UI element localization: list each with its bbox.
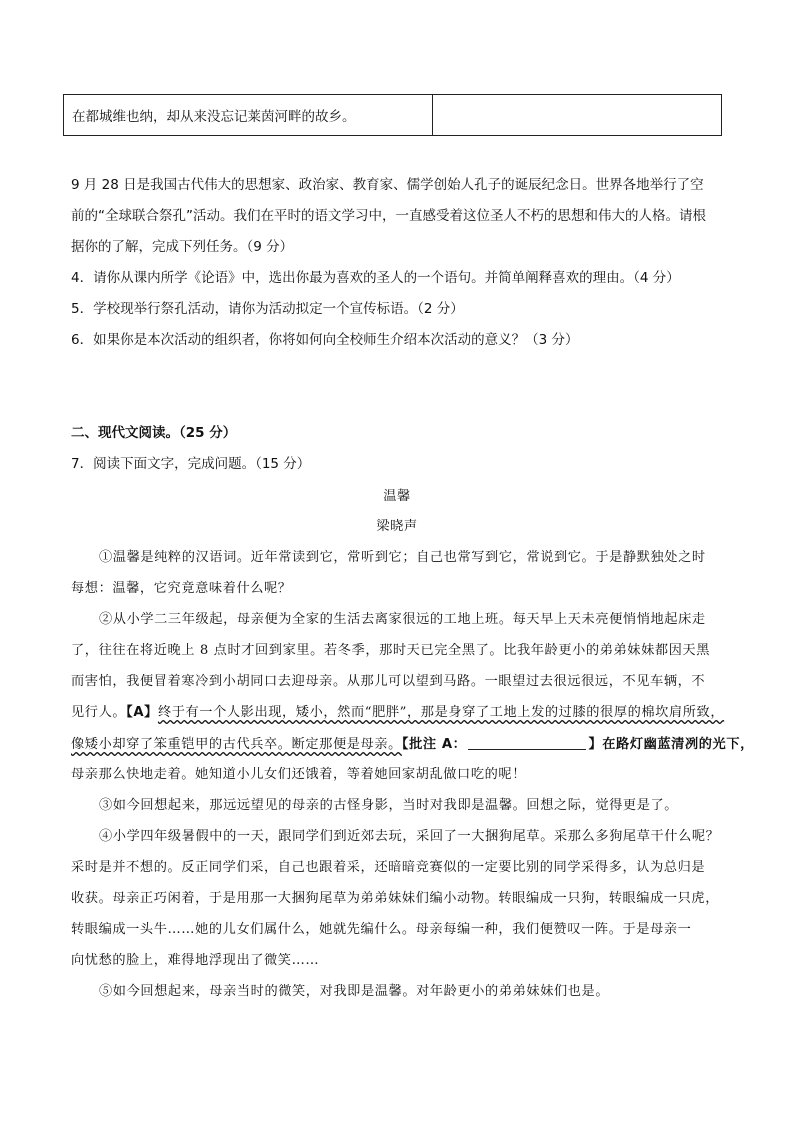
paragraph-line: 采时是并不想的。反正同学们采，自己也跟着采，还暗暗竞赛似的一定要比别的同学采得多，认为总归是 (71, 860, 706, 875)
answer-table (63, 94, 722, 136)
text-segment: 见行人。 (71, 705, 127, 720)
article-author: 梁晓声 (376, 519, 418, 534)
paragraph-line: 向忧愁的脸上，难得地浮现出了微笑…… (71, 953, 320, 968)
annotation-end: 】在路灯幽蓝清冽的光下， (588, 737, 754, 752)
annotation-marker: 【A】 (126, 705, 158, 720)
paragraph-line (71, 737, 754, 751)
question-5: 5．学校现举行祭孔活动，请你为活动拟定一个宣传标语。（2 分） (71, 301, 464, 317)
table-cell: 在都城维也纳，却从来没忘记莱茵河畔的故乡。 (64, 95, 433, 135)
intro-line: 前的“全球联合祭孔”活动。我们在平时的语文学习中，一直感受着这位圣人不朽的思想和伟大的人格。请根 (71, 208, 706, 224)
question-4: 4．请你从课内所学《论语》中，选出你最为喜欢的圣人的一个语句。并简单阐释喜欢的理由。（4 分） (71, 270, 680, 286)
paragraph-line: 母亲那么快地走着。她知道小儿女们还饿着，等着她回家胡乱做口吃的呢！ (71, 767, 526, 782)
paragraph-line: 而害怕，我便冒着寒冷到小胡同口去迎母亲。从那儿可以望到马路。一眼望过去很远很远，不见车辆，不 (71, 674, 706, 689)
article-title: 温馨 (383, 489, 411, 504)
paragraph-line: ③如今回想起来，那远远望见的母亲的古怪身影，当时对我即是温馨。回想之际，觉得更是了。 (99, 798, 679, 813)
paragraph-line: ④小学四年级暑假中的一天，跟同学们到近郊去玩，采回了一大捆狗尾草。采那么多狗尾草干什么呢？ (99, 829, 720, 844)
intro-line: 据你的了解，完成下列任务。（9 分） (71, 239, 294, 255)
paragraph-line: 转眼编成一头牛……她的儿女们属什么，她就先编什么。母亲每编一种，我们便赞叹一阵。于是母亲一 (71, 922, 692, 937)
answer-blank[interactable] (468, 737, 586, 750)
paragraph-line (71, 706, 724, 719)
paragraph-line: ⑤如今回想起来，母亲当时的微笑，对我即是温馨。对年龄更小的弟弟妹妹们也是。 (99, 984, 610, 999)
paragraph-line: ①温馨是纯粹的汉语词。近年常读到它，常听到它；自己也常写到它，常说到它。于是静默独处之时 (99, 550, 706, 565)
paragraph-line: 收获。母亲正巧闲着，于是用那一大捆狗尾草为弟弟妹妹们编小动物。转眼编成一只狗，转眼编成一只虎， (71, 891, 720, 906)
wavy-underlined-text: 像矮小却穿了笨重铠甲的古代兵卒。断定那便是母亲。 (71, 737, 402, 752)
paragraph-line: ②从小学二三年级起，母亲便为全家的生活去离家很远的工地上班。每天早上天未亮便悄悄地起床走 (99, 612, 706, 627)
question-6: 6．如果你是本次活动的组织者，你将如何向全校师生介绍本次活动的意义？（3 分） (71, 332, 579, 348)
table-cell-empty (433, 95, 721, 135)
section-heading: 二、现代文阅读。（25 分） (71, 425, 237, 441)
wavy-underlined-text: 终于有一个人影出现，矮小，然而“肥胖”，那是身穿了工地上发的过膝的很厚的棉坎肩所致， (157, 705, 725, 720)
question-7: 7．阅读下面文字，完成问题。（15 分） (71, 456, 311, 472)
intro-line: 9 月 28 日是我国古代伟大的思想家、政治家、教育家、儒学创始人孔子的诞辰纪念日。世界各地举行了空 (71, 177, 704, 193)
paragraph-line: 了，往往在将近晚上 8 点时才回到家里。若冬季，那时天已完全黑了。比我年龄更小的弟弟妹妹都因天黑 (71, 643, 711, 658)
annotation-label: 【批注 A： (401, 737, 467, 752)
paragraph-line: 每想：温馨，它究竟意味着什么呢？ (71, 581, 292, 596)
